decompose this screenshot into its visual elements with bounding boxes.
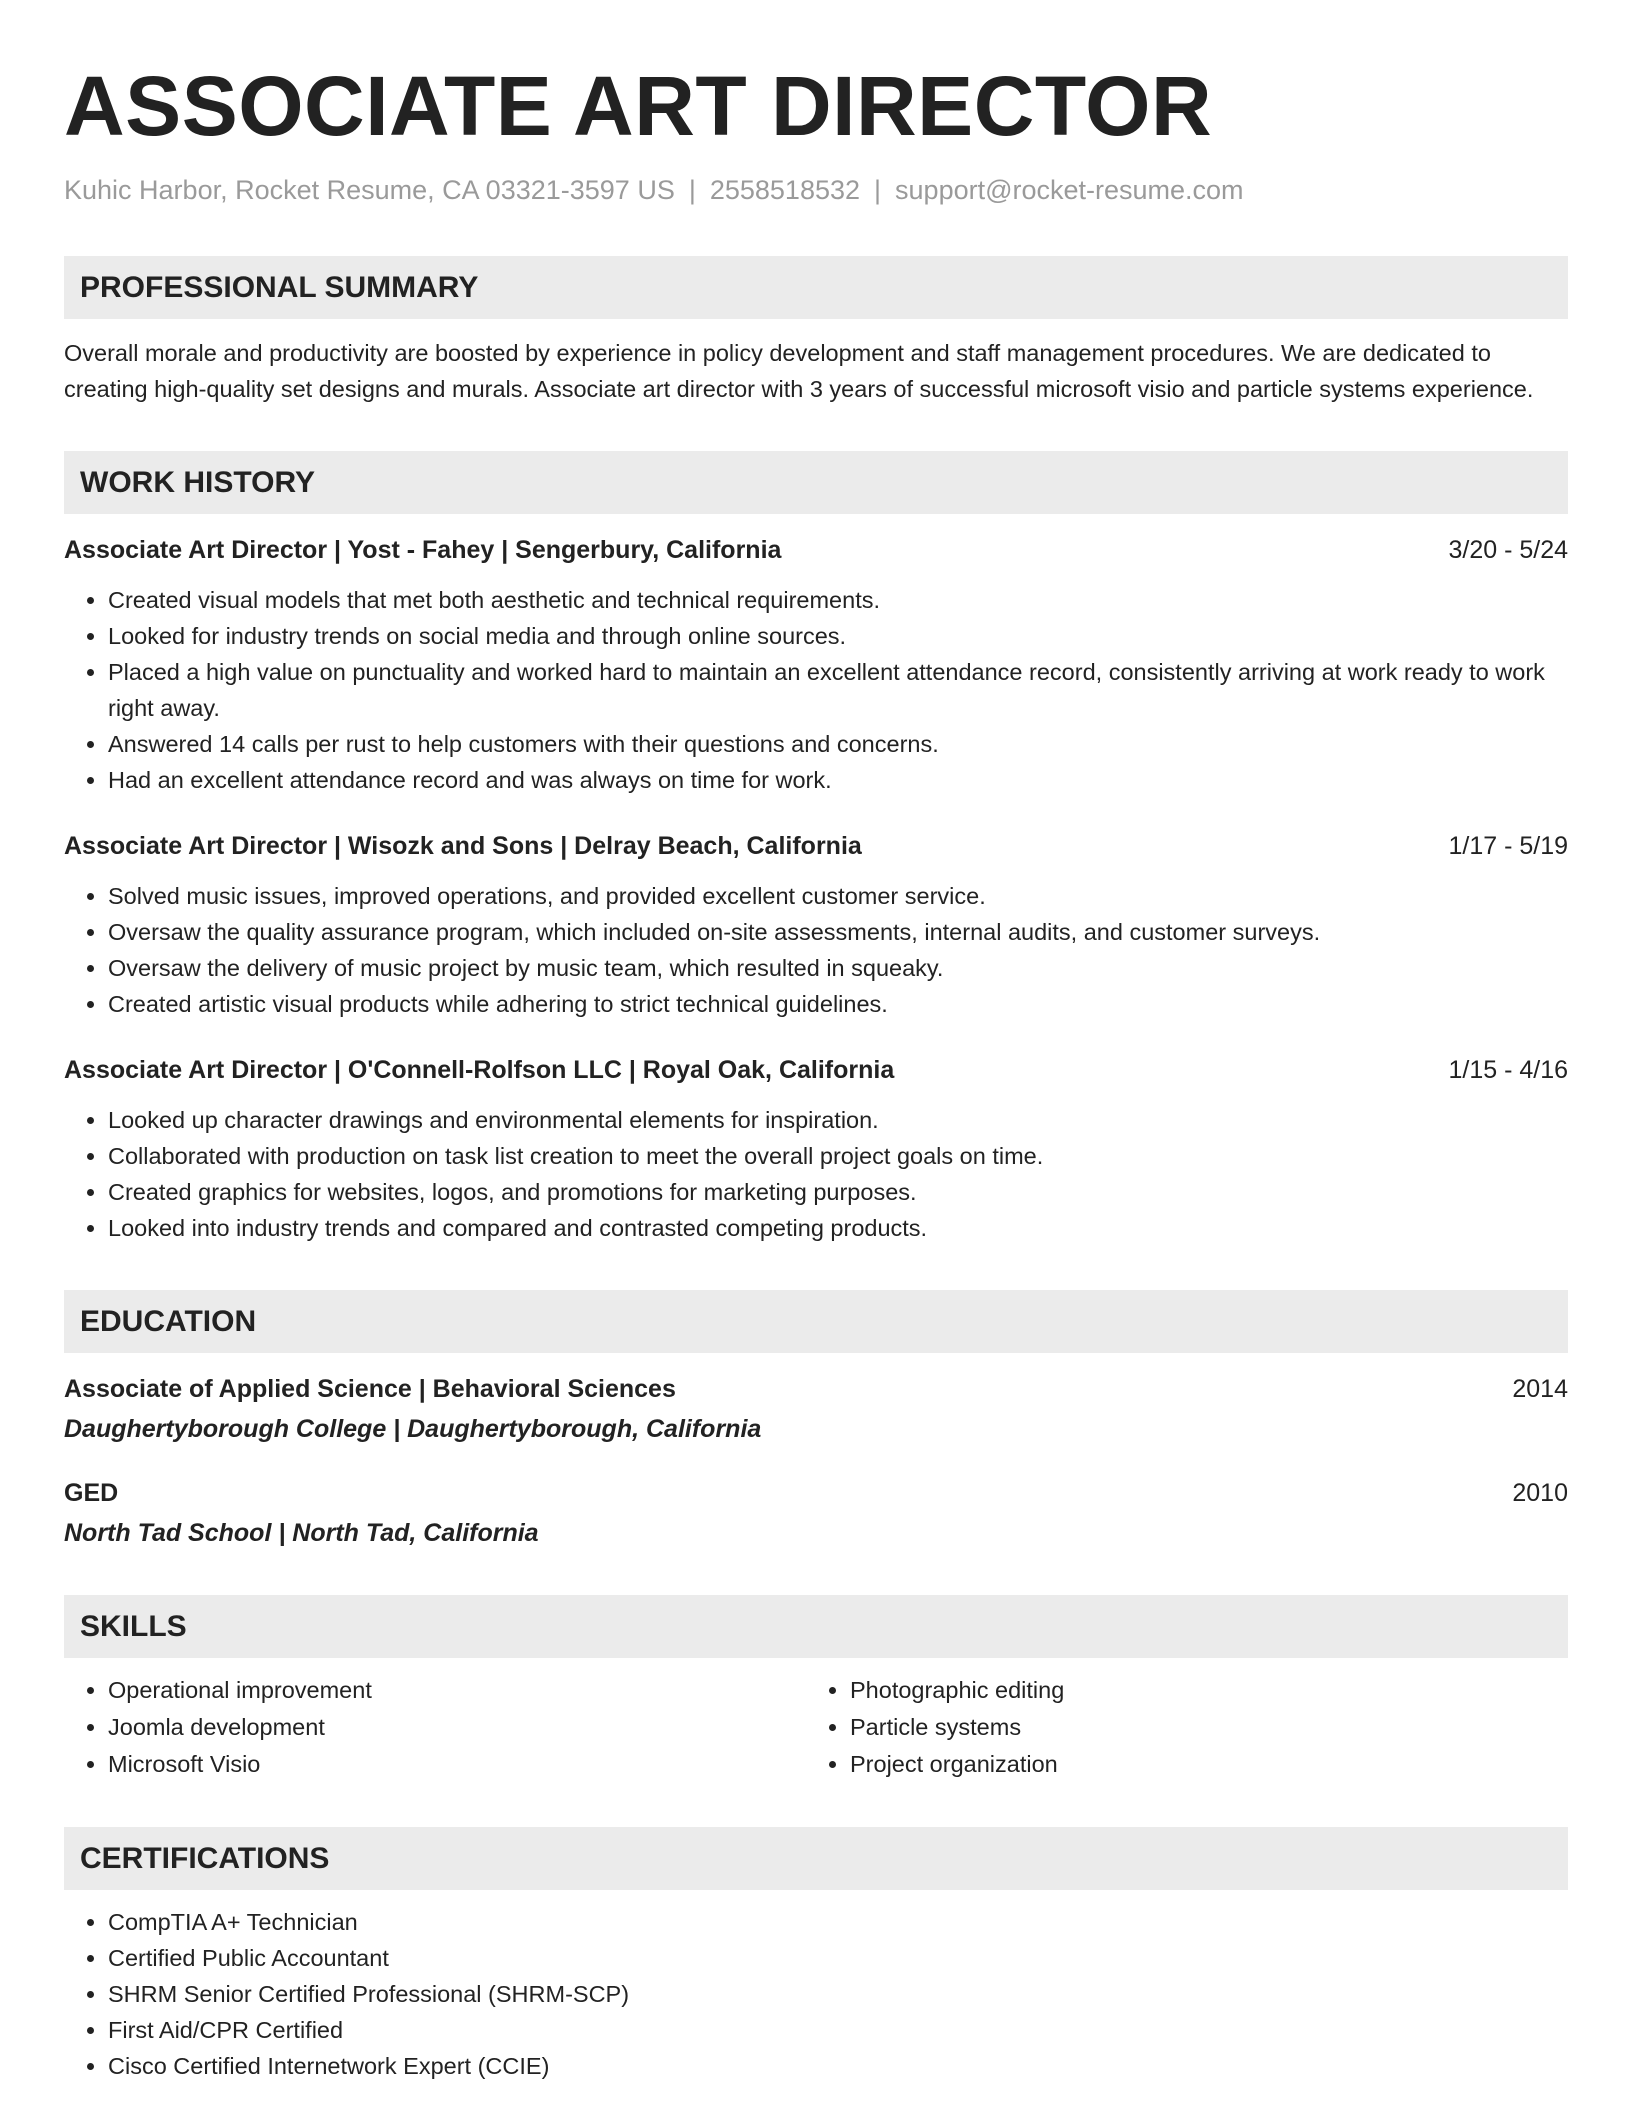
contact-email: support@rocket-resume.com xyxy=(895,175,1244,205)
job-bullet: • Created artistic visual products while adhering to strict technical guidelines. xyxy=(108,986,1568,1022)
section-header-certifications: CERTIFICATIONS xyxy=(64,1827,1568,1890)
skill-item: • Microsoft Visio xyxy=(108,1746,806,1783)
contact-phone: 2558518532 xyxy=(709,175,861,205)
job-bullets xyxy=(64,1102,1568,1246)
job-bullet: • Had an excellent attendance record and was always on time for work. xyxy=(108,762,1568,798)
job-bullet: • Solved music issues, improved operations, and provided excellent customer service. xyxy=(108,878,1568,914)
job-bullet: • Looked for industry trends on social media and through online sources. xyxy=(108,618,1568,654)
certification-item: • Cisco Certified Internetwork Expert (CCIE) xyxy=(108,2048,1568,2084)
resume-name: ASSOCIATE ART DIRECTOR xyxy=(64,59,1213,153)
education-school: North Tad School | North Tad, California xyxy=(64,1519,539,1547)
job-dates: 1/17 - 5/19 xyxy=(1448,832,1568,860)
job-bullet: • Looked into industry trends and compared and contrasted competing products. xyxy=(108,1210,1568,1246)
job-header xyxy=(64,1052,1568,1088)
certification-item: • SHRM Senior Certified Professional (SHRM-SCP) xyxy=(108,1976,1568,2012)
job-entry xyxy=(64,828,1568,1022)
section-header-work-history: WORK HISTORY xyxy=(64,451,1568,514)
skill-item: • Project organization xyxy=(850,1746,1548,1783)
job-title: Associate Art Director | O'Connell-Rolfson LLC | Royal Oak, California xyxy=(64,1056,895,1084)
job-bullets xyxy=(64,582,1568,798)
job-bullet: • Looked up character drawings and environmental elements for inspiration. xyxy=(108,1102,1568,1138)
skills-column-left xyxy=(64,1672,806,1783)
skill-item: • Joomla development xyxy=(108,1709,806,1746)
job-header xyxy=(64,828,1568,864)
skills-list xyxy=(64,1672,1568,1783)
skill-item: • Particle systems xyxy=(850,1709,1548,1746)
skills-column-right xyxy=(806,1672,1548,1783)
education-entry xyxy=(64,1371,1568,1447)
job-dates: 3/20 - 5/24 xyxy=(1448,536,1568,564)
job-entry xyxy=(64,532,1568,798)
job-title: Associate Art Director | Wisozk and Sons | Delray Beach, California xyxy=(64,832,862,860)
section-header-education: EDUCATION xyxy=(64,1290,1568,1353)
job-bullet: • Collaborated with production on task list creation to meet the overall project goals on time. xyxy=(108,1138,1568,1174)
job-bullet: • Oversaw the delivery of music project by music team, which resulted in squeaky. xyxy=(108,950,1568,986)
contact-line xyxy=(64,170,1568,210)
skill-item: • Photographic editing xyxy=(850,1672,1548,1709)
job-dates: 1/15 - 4/16 xyxy=(1448,1056,1568,1084)
contact-separator: | xyxy=(688,175,696,205)
contact-separator: | xyxy=(874,175,882,205)
job-bullet: • Oversaw the quality assurance program, which included on-site assessments, internal audits, and customer surveys. xyxy=(108,914,1568,950)
job-bullets xyxy=(64,878,1568,1022)
job-bullet: • Created visual models that met both aesthetic and technical requirements. xyxy=(108,582,1568,618)
education-header xyxy=(64,1475,1568,1511)
job-title: Associate Art Director | Yost - Fahey | Sengerbury, California xyxy=(64,536,782,564)
section-header-summary: PROFESSIONAL SUMMARY xyxy=(64,256,1568,319)
certification-item: • Certified Public Accountant xyxy=(108,1940,1568,1976)
education-degree: Associate of Applied Science | Behavioral Sciences xyxy=(64,1375,676,1403)
job-bullet: • Answered 14 calls per rust to help customers with their questions and concerns. xyxy=(108,726,1568,762)
education-entry xyxy=(64,1475,1568,1551)
education-year: 2010 xyxy=(1512,1479,1568,1507)
job-entry xyxy=(64,1052,1568,1246)
certification-item: • CompTIA A+ Technician xyxy=(108,1904,1568,1940)
contact-address: Kuhic Harbor, Rocket Resume, CA 03321-3597 US xyxy=(64,175,675,205)
education-degree: GED xyxy=(64,1479,119,1507)
job-bullet: • Placed a high value on punctuality and worked hard to maintain an excellent attendance record, consistently arriving at work ready to work right away. xyxy=(108,654,1568,726)
certifications-list xyxy=(64,1904,1568,2084)
education-year: 2014 xyxy=(1512,1375,1568,1403)
education-school: Daughertyborough College | Daughertyborough, California xyxy=(64,1415,762,1443)
skill-item: • Operational improvement xyxy=(108,1672,806,1709)
education-header xyxy=(64,1371,1568,1407)
job-header xyxy=(64,532,1568,568)
summary-text: Overall morale and productivity are boosted by experience in policy development and staff management procedures. We are dedicated to creating high-quality set designs and murals. Associate art director with 3 years of successful microsoft visio and particle systems experience. xyxy=(64,340,1534,402)
certification-item: • First Aid/CPR Certified xyxy=(108,2012,1568,2048)
section-header-skills: SKILLS xyxy=(64,1595,1568,1658)
resume-page xyxy=(64,56,1568,2084)
job-bullet: • Created graphics for websites, logos, and promotions for marketing purposes. xyxy=(108,1174,1568,1210)
